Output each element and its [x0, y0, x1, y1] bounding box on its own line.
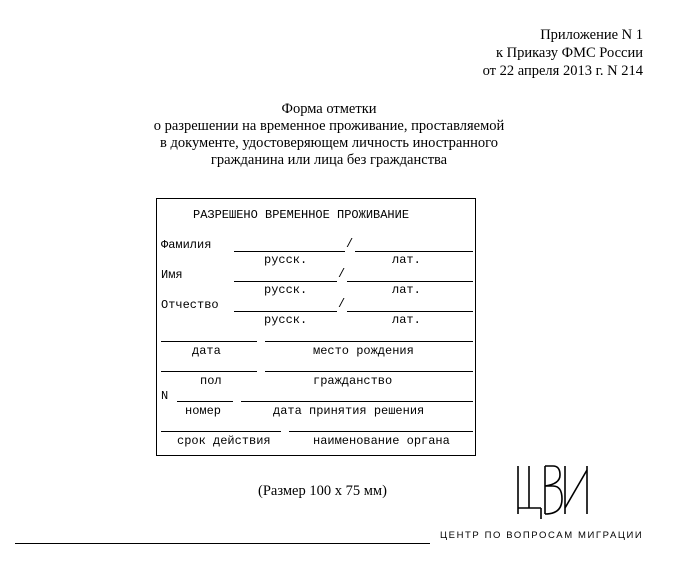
patronymic-latin-line [347, 311, 473, 312]
surname-latin-line [355, 251, 473, 252]
surname-russian-caption: русск. [264, 253, 308, 267]
patronymic-russian-caption: русск. [264, 313, 308, 327]
sex-line [161, 371, 257, 372]
birth-date-line [161, 341, 257, 342]
surname-label: Фамилия [161, 238, 212, 252]
form-title-line-2: о разрешении на временное проживание, проставляемой [153, 118, 505, 134]
birthplace-caption: место рождения [313, 344, 414, 358]
authority-caption: наименование органа [313, 434, 450, 448]
logo-caption: ЦЕНТР ПО ВОПРОСАМ МИГРАЦИИ [440, 530, 644, 541]
name-separator: / [338, 267, 346, 281]
authority-line [289, 431, 473, 432]
citizenship-caption: гражданство [313, 374, 393, 388]
citizenship-line [265, 371, 473, 372]
decision-date-line [241, 401, 473, 402]
birthplace-line [265, 341, 473, 342]
surname-latin-caption: лат. [392, 253, 421, 267]
appendix-date: от 22 апреля 2013 г. N 214 [482, 63, 643, 79]
surname-separator: / [346, 237, 354, 251]
form-title-line-4: гражданина или лица без гражданства [210, 152, 448, 168]
stamp-size-note: (Размер 100 х 75 мм) [258, 483, 387, 499]
sex-caption: пол [200, 374, 222, 388]
decision-date-caption: дата принятия решения [273, 404, 425, 418]
surname-russian-line [234, 251, 345, 252]
stamp-heading: РАЗРЕШЕНО ВРЕМЕННОЕ ПРОЖИВАНИЕ [193, 208, 410, 222]
patronymic-separator: / [338, 297, 346, 311]
name-russian-caption: русск. [264, 283, 308, 297]
number-prefix: N [161, 389, 169, 403]
name-latin-line [347, 281, 473, 282]
appendix-reference [483, 26, 643, 80]
form-title-line-1: Форма отметки [281, 101, 377, 117]
bottom-divider [15, 543, 430, 544]
form-title [100, 101, 558, 169]
validity-caption: срок действия [177, 434, 271, 448]
patronymic-russian-line [234, 311, 337, 312]
patronymic-latin-caption: лат. [392, 313, 421, 327]
cvm-logo-icon [515, 462, 595, 522]
residence-permit-stamp [156, 198, 476, 456]
name-latin-caption: лат. [392, 283, 421, 297]
patronymic-label: Отчество [161, 298, 219, 312]
form-title-line-3: в документе, удостоверяющем личность иностранного [160, 135, 498, 151]
number-caption: номер [185, 404, 222, 418]
appendix-order: к Приказу ФМС России [495, 45, 643, 61]
validity-line [161, 431, 281, 432]
appendix-number: Приложение N 1 [540, 27, 643, 43]
number-line [177, 401, 233, 402]
birth-date-caption: дата [192, 344, 221, 358]
name-russian-line [234, 281, 337, 282]
name-label: Имя [161, 268, 183, 282]
